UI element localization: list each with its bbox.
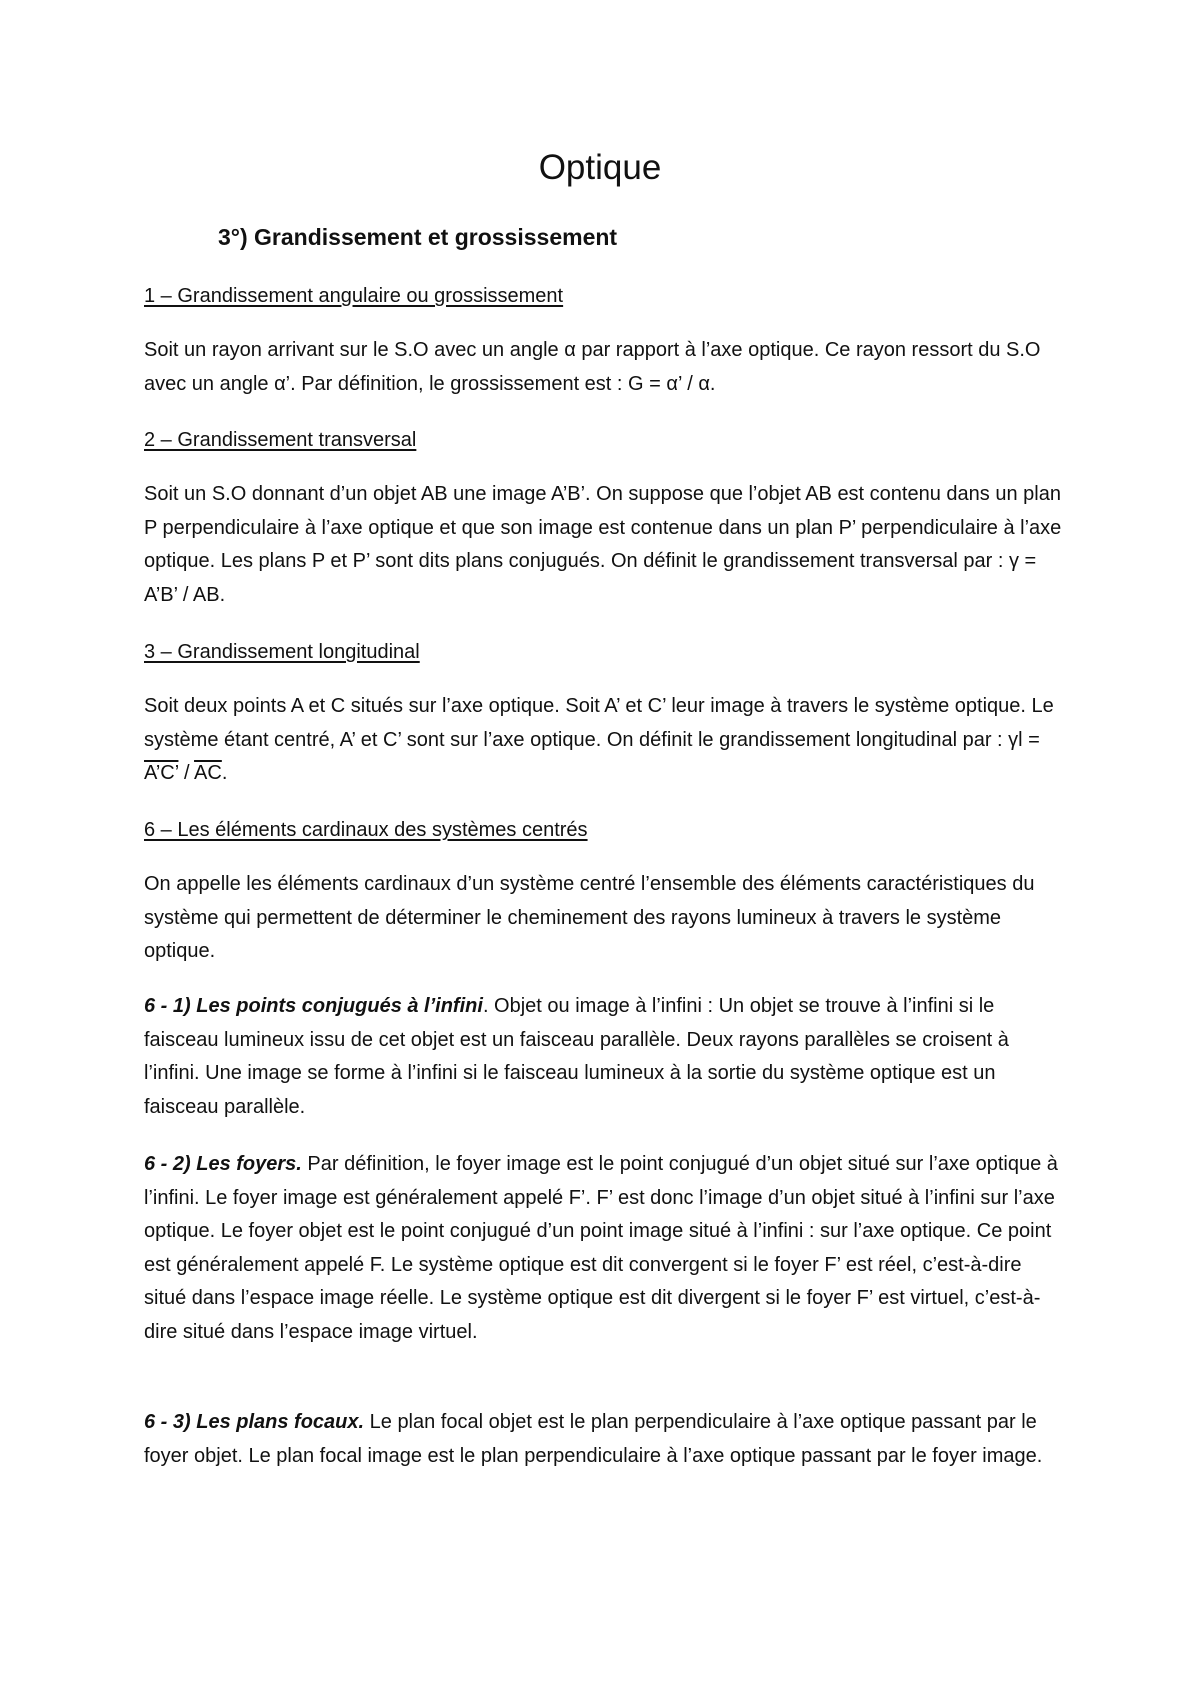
subsection-6-3-text: Le plan focal objet est le plan perpendiculaire à l’axe optique passant par le foyer objet. Le plan focal image est le plan perpendiculaire à l’axe optique passant par le foyer image. bbox=[144, 1411, 1043, 1467]
subsection-6-1-label: 6 - 1) Les points conjugués à l’infini bbox=[144, 995, 483, 1017]
formula-numerator: A’C’ bbox=[144, 762, 179, 784]
section-2-heading: 2 – Grandissement transversal bbox=[144, 429, 417, 451]
subsection-6-2 bbox=[144, 1148, 1064, 1349]
section-3-heading: 3 – Grandissement longitudinal bbox=[144, 641, 420, 663]
section-6-heading: 6 – Les éléments cardinaux des systèmes centrés bbox=[144, 819, 588, 841]
subsection-6-1 bbox=[144, 990, 1064, 1124]
subsection-6-1-text: . Objet ou image à l’infini : Un objet se trouve à l’infini si le faisceau lumineux issu de cet objet est un faisceau parallèle. Deux rayons parallèles se croisent à l’infini. Une image se forme à l’infini si le faisceau lumineux à la sortie du système optique est un faisceau parallèle. bbox=[144, 995, 1009, 1118]
section-6-paragraph: On appelle les éléments cardinaux d’un système centré l’ensemble des éléments caractéristiques du système qui permettent de déterminer le cheminement des rayons lumineux à travers le système optique. bbox=[144, 873, 1035, 962]
subsection-6-3-label: 6 - 3) Les plans focaux. bbox=[144, 1411, 365, 1433]
page-title: Optique bbox=[538, 148, 662, 187]
formula-end: . bbox=[221, 762, 228, 784]
section-2-paragraph: Soit un S.O donnant d’un objet AB une image A’B’. On suppose que l’objet AB est contenu dans un plan P perpendiculaire à l’axe optique et que son image est contenue dans un plan P’ perpendiculaire à l’axe optique. Les plans P et P’ sont dits plans conjugués. On définit le grandissement transversal par : γ = A’B’ / AB. bbox=[144, 483, 1062, 606]
section-3-text: Soit deux points A et C situés sur l’axe optique. Soit A’ et C’ leur image à travers le système optique. Le système étant centré, A’ et C’ sont sur l’axe optique. On définit le grandissement longitudinal par : γl = bbox=[144, 695, 1054, 751]
subsection-6-2-label: 6 - 2) Les foyers. bbox=[144, 1153, 302, 1175]
section-3-paragraph bbox=[144, 690, 1064, 791]
subsection-6-2-text: Par définition, le foyer image est le point conjugué d’un objet situé sur l’axe optique à l’infini. Le foyer image est généralement appelé F’. F’ est donc l’image d’un objet situé à l’infini sur l’axe optique. Le foyer objet est le point conjugué d’un point image situé à l’infini : sur l’axe optique. Ce point est généralement appelé F. Le système optique est dit convergent si le foyer F’ est réel, c’est-à-dire situé dans l’espace image réelle. Le système optique est dit divergent si le foyer F’ est virtuel, c’est-à-dire situé dans l’espace image virtuel. bbox=[144, 1153, 1058, 1343]
formula-separator: / bbox=[178, 762, 195, 784]
chapter-heading: 3°) Grandissement et grossissement bbox=[218, 224, 618, 250]
section-1-paragraph: Soit un rayon arrivant sur le S.O avec un angle α par rapport à l’axe optique. Ce rayon ressort du S.O avec un angle α’. Par définition, le grossissement est : G = α’ / α. bbox=[144, 339, 1041, 395]
subsection-6-3 bbox=[144, 1406, 1064, 1473]
formula-denominator: $\overline{AC}$ bbox=[194, 762, 222, 784]
section-1-heading: 1 – Grandissement angulaire ou grossissement bbox=[144, 285, 564, 307]
